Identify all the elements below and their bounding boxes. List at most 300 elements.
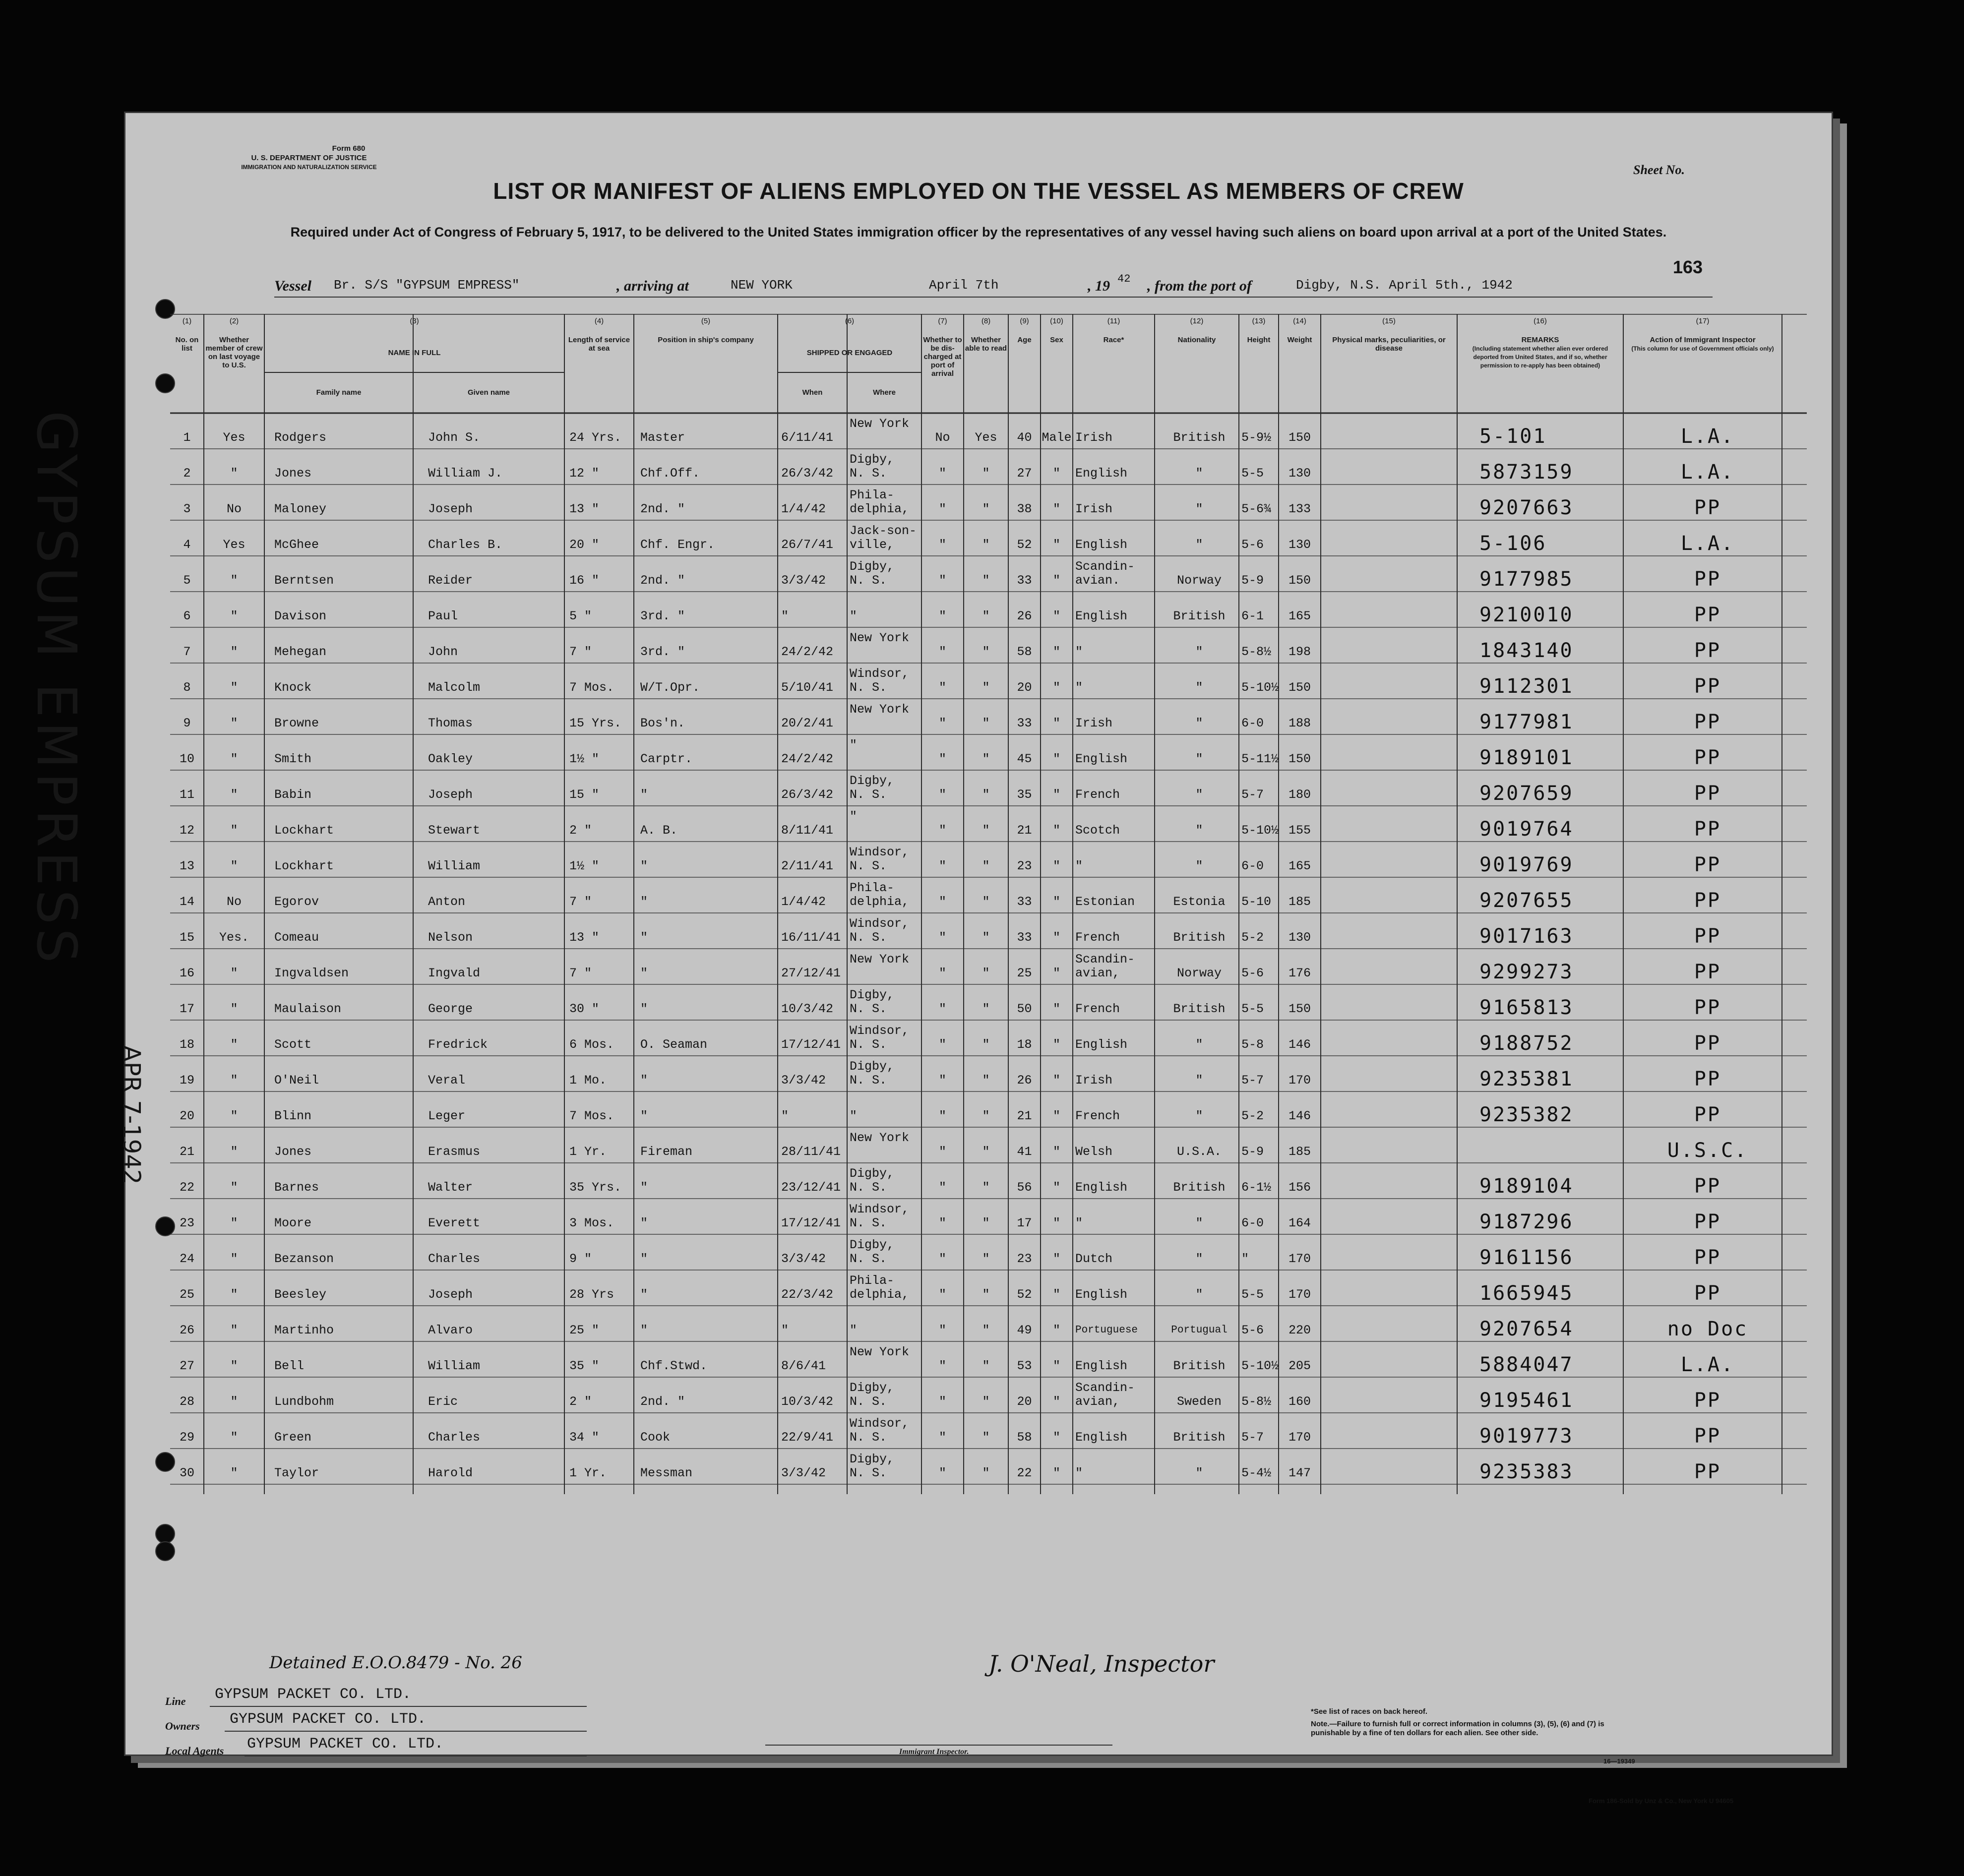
cell-age: 40 <box>1017 430 1032 445</box>
cell-prev: " <box>230 609 238 623</box>
cell-race: avian. <box>1075 573 1120 588</box>
cell-where-line1: Phila- <box>850 488 895 502</box>
cell-sex: " <box>1052 859 1060 873</box>
cell-age: 18 <box>1017 1037 1032 1052</box>
column-subheader-17: (This column for use of Government officials only) <box>1631 345 1774 352</box>
vessel-stamp-text: GYPSUM EMPRESS <box>25 411 88 967</box>
cell-remarks: 9207659 <box>1479 782 1574 805</box>
cell-age: 58 <box>1017 645 1032 659</box>
column-header-12: Nationality <box>1177 336 1216 344</box>
cell-read: " <box>982 645 990 659</box>
cell-given: Charles <box>428 1252 481 1266</box>
cell-no: 30 <box>179 1466 194 1480</box>
cell-given: Erasmus <box>428 1145 481 1159</box>
cell-race: English <box>1075 466 1128 481</box>
cell-nat: " <box>1195 787 1203 802</box>
cell-no: 8 <box>183 680 191 695</box>
cell-service: 7 " <box>569 645 592 659</box>
cell-service: 16 " <box>569 573 600 588</box>
cell-family: Maulaison <box>274 1002 342 1016</box>
cell-height: 5-4½ <box>1241 1466 1272 1480</box>
cell-height: 5-2 <box>1241 1109 1264 1123</box>
cell-where-line1: New York <box>850 1131 910 1145</box>
cell-given: Joseph <box>428 1287 473 1302</box>
cell-race: " <box>1075 1216 1083 1230</box>
cell-no: 15 <box>179 930 194 945</box>
cell-when: " <box>781 1109 789 1123</box>
cell-weight: 170 <box>1288 1252 1311 1266</box>
cell-disch: " <box>938 1216 946 1230</box>
cell-service: 9 " <box>569 1252 592 1266</box>
cell-given: William <box>428 1359 481 1373</box>
cell-where-line2: N. S. <box>850 1394 887 1409</box>
cell-when: 24/2/42 <box>781 645 834 659</box>
cell-when: 6/11/41 <box>781 430 834 445</box>
cell-given: Walter <box>428 1180 473 1195</box>
cell-when: 28/11/41 <box>781 1145 841 1159</box>
cell-weight: 185 <box>1288 1145 1311 1159</box>
cell-sex: " <box>1052 1145 1060 1159</box>
cell-given: Nelson <box>428 930 473 945</box>
owners-label: Owners <box>165 1720 200 1732</box>
cell-weight: 150 <box>1288 430 1311 445</box>
cell-weight: 150 <box>1288 680 1311 695</box>
cell-family: Scott <box>274 1037 312 1052</box>
cell-service: 30 " <box>569 1002 600 1016</box>
cell-remarks: 9187296 <box>1479 1210 1574 1233</box>
cell-remarks: 9165813 <box>1479 996 1574 1019</box>
cell-action: L.A. <box>1680 425 1735 448</box>
cell-race: Estonian <box>1075 895 1135 909</box>
cell-prev: " <box>230 787 238 802</box>
cell-nat: British <box>1173 609 1226 623</box>
cell-service: 34 " <box>569 1430 600 1445</box>
inspector-line <box>765 1745 1112 1746</box>
cell-age: 21 <box>1017 823 1032 838</box>
cell-position: 2nd. " <box>640 1394 685 1409</box>
cell-height: 5-2 <box>1241 930 1264 945</box>
cell-disch: " <box>938 1430 946 1445</box>
cell-sex: " <box>1052 1394 1060 1409</box>
cell-nat: " <box>1195 645 1203 659</box>
cell-where-line2: delphia, <box>850 895 910 909</box>
cell-action: PP <box>1694 1068 1721 1090</box>
column-header-16: REMARKS <box>1521 336 1559 344</box>
cell-prev: " <box>230 1394 238 1409</box>
cell-action: PP <box>1694 1389 1721 1412</box>
cell-position: " <box>640 1216 648 1230</box>
cell-action: U.S.C. <box>1667 1139 1748 1162</box>
cell-disch: " <box>938 1145 946 1159</box>
cell-action: PP <box>1694 996 1721 1019</box>
cell-weight: 156 <box>1288 1180 1311 1195</box>
cell-read: " <box>982 895 990 909</box>
cell-position: Master <box>640 430 685 445</box>
cell-position: " <box>640 1109 648 1123</box>
cell-nat: British <box>1173 1002 1226 1016</box>
cell-height: " <box>1241 1252 1249 1266</box>
cell-sex: " <box>1052 1359 1060 1373</box>
cell-read: " <box>982 787 990 802</box>
cell-family: Martinho <box>274 1323 334 1337</box>
cell-where-line1: Digby, <box>850 1381 895 1395</box>
cell-age: 33 <box>1017 895 1032 909</box>
cell-race: Irish <box>1075 430 1113 445</box>
cell-when: 26/7/41 <box>781 538 834 552</box>
cell-race: Dutch <box>1075 1252 1113 1266</box>
cell-sex: Male <box>1042 430 1072 445</box>
cell-where-line2: delphia, <box>850 502 910 516</box>
column-number-8: (8) <box>981 317 991 325</box>
cell-where-line1: Jack-son- <box>850 524 917 538</box>
cell-prev: " <box>230 680 238 695</box>
cell-remarks: 5-106 <box>1479 532 1547 555</box>
cell-read: " <box>982 1216 990 1230</box>
cell-given: Veral <box>428 1073 466 1088</box>
cell-read: " <box>982 1145 990 1159</box>
cell-where-line1: New York <box>850 952 910 967</box>
cell-remarks: 5873159 <box>1479 461 1574 484</box>
cell-given: Malcolm <box>428 680 481 695</box>
cell-weight: 146 <box>1288 1037 1311 1052</box>
cell-prev: " <box>230 1287 238 1302</box>
form-header <box>160 144 458 172</box>
cell-service: 7 Mos. <box>569 680 614 695</box>
cell-read: " <box>982 1037 990 1052</box>
cell-sex: " <box>1052 1109 1060 1123</box>
cell-where-line1: Digby, <box>850 452 895 467</box>
cell-when: 26/3/42 <box>781 787 834 802</box>
cell-sex: " <box>1052 1002 1060 1016</box>
cell-where-line1: Phila- <box>850 881 895 895</box>
cell-age: 58 <box>1017 1430 1032 1445</box>
column-subheader-16: (Including statement whether alien ever ordered deported from United States, and if so, whether permission to re-apply has been obtained) <box>1472 345 1608 369</box>
cell-race: French <box>1075 1002 1120 1016</box>
cell-remarks: 9189101 <box>1479 746 1574 769</box>
cell-nat: Portugual <box>1171 1325 1228 1336</box>
cell-service: 13 " <box>569 502 600 516</box>
cell-prev: " <box>230 645 238 659</box>
arriving-port: NEW YORK <box>731 278 793 293</box>
column-header-when: When <box>802 388 823 397</box>
cell-action: PP <box>1694 1246 1721 1269</box>
cell-nat: " <box>1195 1037 1203 1052</box>
department-name: U. S. DEPARTMENT OF JUSTICE <box>251 154 367 162</box>
owners-value: GYPSUM PACKET CO. LTD. <box>230 1711 427 1728</box>
cell-where-line1: " <box>850 738 858 752</box>
cell-nat: " <box>1195 502 1203 516</box>
cell-prev: " <box>230 716 238 730</box>
cell-given: Paul <box>428 609 458 623</box>
cell-where-line2: N. S. <box>850 1216 887 1230</box>
cell-family: Lockhart <box>274 859 334 873</box>
cell-race: English <box>1075 1287 1128 1302</box>
cell-service: 1 Yr. <box>569 1466 607 1480</box>
cell-prev: " <box>230 573 238 588</box>
cell-prev: " <box>230 1252 238 1266</box>
cell-no: 21 <box>179 1145 194 1159</box>
cell-read: " <box>982 609 990 623</box>
column-number-10: (10) <box>1050 317 1063 325</box>
vessel-stamp <box>25 411 88 967</box>
departure-port: Digby, N.S. April 5th., 1942 <box>1296 278 1513 293</box>
cell-no: 24 <box>179 1252 194 1266</box>
cell-disch: " <box>938 930 946 945</box>
cell-given: Leger <box>428 1109 466 1123</box>
cell-sex: " <box>1052 573 1060 588</box>
cell-action: PP <box>1694 961 1721 983</box>
cell-nat: Norway <box>1176 573 1222 588</box>
cell-family: Jones <box>274 1145 312 1159</box>
cell-where-line2: N. S. <box>850 1180 887 1195</box>
cell-race: " <box>1075 1466 1083 1480</box>
cell-race: " <box>1075 680 1083 695</box>
cell-where-line1: Digby, <box>850 1452 895 1466</box>
column-number-7: (7) <box>938 317 947 325</box>
column-number-1: (1) <box>182 317 192 325</box>
cell-height: 5-9 <box>1241 573 1264 588</box>
cell-age: 52 <box>1017 1287 1032 1302</box>
cell-disch: " <box>938 609 946 623</box>
cell-height: 5-6 <box>1241 538 1264 552</box>
sheet-no-label: Sheet No. <box>1633 163 1685 177</box>
cell-family: Blinn <box>274 1109 312 1123</box>
cell-read: " <box>982 680 990 695</box>
cell-weight: 220 <box>1288 1323 1311 1337</box>
cell-sex: " <box>1052 1073 1060 1088</box>
cell-race: " <box>1075 859 1083 873</box>
cell-position: " <box>640 1180 648 1195</box>
cell-given: William J. <box>428 466 503 481</box>
cell-prev: " <box>230 1323 238 1337</box>
cell-race: English <box>1075 752 1128 766</box>
cell-action: PP <box>1694 1460 1721 1483</box>
cell-family: Knock <box>274 680 312 695</box>
column-number-17: (17) <box>1696 317 1710 325</box>
cell-sex: " <box>1052 609 1060 623</box>
cell-age: 33 <box>1017 573 1032 588</box>
cell-race: English <box>1075 1180 1128 1195</box>
cell-when: 3/3/42 <box>781 573 826 588</box>
form-code: 16—19349 <box>1603 1757 1635 1765</box>
column-number-16: (16) <box>1534 317 1547 325</box>
document-subtitle: Required under Act of Congress of February 5, 1917, to be delivered to the United States immigration officer by the representatives of any vessel having such aliens on board upon arrival at a port of the United States. <box>290 225 1667 240</box>
cell-disch: " <box>938 1394 946 1409</box>
cell-height: 5-10 <box>1241 895 1272 909</box>
cell-read: " <box>982 716 990 730</box>
cell-position: 2nd. " <box>640 502 685 516</box>
cell-action: PP <box>1694 1282 1721 1305</box>
cell-read: " <box>982 1180 990 1195</box>
cell-no: 6 <box>183 609 191 623</box>
cell-position: " <box>640 895 648 909</box>
cell-no: 20 <box>179 1109 194 1123</box>
cell-action: PP <box>1694 1210 1721 1233</box>
cell-nat: British <box>1173 1430 1226 1445</box>
column-header-family-name: Family name <box>316 388 362 397</box>
port-label: , from the port of <box>1147 278 1252 294</box>
cell-height: 5-5 <box>1241 1287 1264 1302</box>
cell-height: 6-1½ <box>1241 1180 1272 1195</box>
cell-given: Harold <box>428 1466 473 1480</box>
cell-where-line2: N. S. <box>850 1002 887 1016</box>
cell-age: 52 <box>1017 538 1032 552</box>
cell-remarks: 9189104 <box>1479 1175 1574 1198</box>
cell-service: 15 Yrs. <box>569 716 622 730</box>
cell-position: " <box>640 859 648 873</box>
cell-no: 5 <box>183 573 191 588</box>
cell-where-line1: Phila- <box>850 1273 895 1288</box>
cell-read: " <box>982 538 990 552</box>
cell-service: 1½ " <box>569 859 600 873</box>
cell-race: Portuguese <box>1075 1325 1138 1336</box>
cell-race: avian, <box>1075 1394 1120 1409</box>
sheet-number: 163 <box>1673 257 1703 277</box>
cell-family: Taylor <box>274 1466 319 1480</box>
cell-service: 2 " <box>569 823 592 838</box>
cell-read: " <box>982 1073 990 1088</box>
cell-nat: " <box>1195 538 1203 552</box>
column-header-11: Race* <box>1103 336 1124 344</box>
cell-where-line1: Windsor, <box>850 1024 910 1038</box>
cell-nat: Sweden <box>1176 1394 1222 1409</box>
cell-remarks: 9207655 <box>1479 889 1574 912</box>
cell-nat: U.S.A. <box>1176 1145 1222 1159</box>
cell-disch: " <box>938 573 946 588</box>
cell-read: " <box>982 1323 990 1337</box>
cell-weight: 180 <box>1288 787 1311 802</box>
cell-service: 1 Yr. <box>569 1145 607 1159</box>
cell-given: Reider <box>428 573 473 588</box>
cell-where-line2: " <box>850 1109 858 1123</box>
agents-value: GYPSUM PACKET CO. LTD. <box>247 1736 444 1753</box>
cell-nat: British <box>1173 430 1226 445</box>
cell-where-line2: " <box>850 609 858 623</box>
cell-prev: " <box>230 1180 238 1195</box>
cell-age: 21 <box>1017 1109 1032 1123</box>
cell-remarks: 9017163 <box>1479 925 1574 948</box>
cell-given: Joseph <box>428 502 473 516</box>
vessel-name: Br. S/S "GYPSUM EMPRESS" <box>334 278 520 293</box>
cell-when: 5/10/41 <box>781 680 834 695</box>
cell-no: 17 <box>179 1002 194 1016</box>
cell-when: 3/3/42 <box>781 1466 826 1480</box>
cell-action: PP <box>1694 853 1721 876</box>
penalty-note: Note.—Failure to furnish full or correct information in columns (3), (5), (6) and (7) is punishable by a fine of ten dollars for each alien. See other side. <box>1311 1720 1604 1737</box>
cell-weight: 170 <box>1288 1287 1311 1302</box>
cell-weight: 150 <box>1288 573 1311 588</box>
cell-disch: " <box>938 538 946 552</box>
cell-family: Berntsen <box>274 573 334 588</box>
cell-action: PP <box>1694 675 1721 698</box>
cell-no: 18 <box>179 1037 194 1052</box>
cell-no: 4 <box>183 538 191 552</box>
cell-no: 28 <box>179 1394 194 1409</box>
cell-remarks: 9019764 <box>1479 818 1574 841</box>
cell-position: " <box>640 966 648 980</box>
cell-prev: " <box>230 1430 238 1445</box>
cell-read: " <box>982 502 990 516</box>
cell-height: 6-1 <box>1241 609 1264 623</box>
cell-when: 8/11/41 <box>781 823 834 838</box>
cell-given: John <box>428 645 458 659</box>
cell-age: 50 <box>1017 1002 1032 1016</box>
cell-remarks: 9177981 <box>1479 711 1574 733</box>
cell-prev: " <box>230 966 238 980</box>
cell-race: English <box>1075 1430 1128 1445</box>
cell-position: Messman <box>640 1466 693 1480</box>
cell-given: Ingvald <box>428 966 481 980</box>
cell-position: " <box>640 1287 648 1302</box>
arrival-date: April 7th <box>929 278 999 293</box>
column-header-8: Whether able to read <box>965 336 1007 353</box>
cell-remarks: 9207654 <box>1479 1318 1574 1340</box>
cell-disch: " <box>938 859 946 873</box>
cell-remarks: 9112301 <box>1479 675 1574 698</box>
cell-when: 27/12/41 <box>781 966 841 980</box>
cell-prev: No <box>226 895 242 909</box>
cell-prev: " <box>230 752 238 766</box>
cell-race: Scotch <box>1075 823 1120 838</box>
cell-remarks: 9188752 <box>1479 1032 1574 1055</box>
cell-race: French <box>1075 1109 1120 1123</box>
cell-read: " <box>982 466 990 481</box>
cell-where-line2: " <box>850 1323 858 1337</box>
cell-weight: 150 <box>1288 1002 1311 1016</box>
cell-family: Babin <box>274 787 312 802</box>
cell-where-line1: " <box>850 809 858 824</box>
cell-sex: " <box>1052 1466 1060 1480</box>
cell-where-line1: New York <box>850 417 910 431</box>
column-header-2: Whether member of crew on last voyage to U.S. <box>205 336 263 369</box>
cell-family: Bezanson <box>274 1252 334 1266</box>
cell-action: L.A. <box>1680 461 1735 484</box>
column-number-15: (15) <box>1382 317 1396 325</box>
cell-position: 3rd. " <box>640 645 685 659</box>
cell-when: 16/11/41 <box>781 930 841 945</box>
cell-weight: 133 <box>1288 502 1311 516</box>
cell-sex: " <box>1052 538 1060 552</box>
cell-age: 23 <box>1017 1252 1032 1266</box>
cell-prev: Yes <box>223 538 246 552</box>
cell-when: " <box>781 1323 789 1337</box>
column-header-6: SHIPPED OR ENGAGED <box>806 349 893 357</box>
cell-given: William <box>428 859 481 873</box>
cell-race: English <box>1075 1037 1128 1052</box>
cell-where-line1: Digby, <box>850 1166 895 1181</box>
cell-where-line1: Digby, <box>850 1238 895 1252</box>
cell-age: 49 <box>1017 1323 1032 1337</box>
cell-age: 20 <box>1017 1394 1032 1409</box>
cell-age: 20 <box>1017 680 1032 695</box>
printer-imprint: Form 186-Sold by Unz & Co., New York U 94605 <box>1589 1797 1734 1805</box>
cell-disch: " <box>938 966 946 980</box>
cell-given: Oakley <box>428 752 473 766</box>
cell-action: PP <box>1694 711 1721 733</box>
cell-given: Eric <box>428 1394 458 1409</box>
cell-family: Smith <box>274 752 312 766</box>
cell-sex: " <box>1052 502 1060 516</box>
cell-height: 5-7 <box>1241 787 1264 802</box>
column-header-14: Weight <box>1287 336 1312 344</box>
cell-height: 5-10½ <box>1241 1359 1279 1373</box>
cell-sex: " <box>1052 1216 1060 1230</box>
cell-given: Fredrick <box>428 1037 488 1052</box>
cell-age: 26 <box>1017 1073 1032 1088</box>
cell-sex: " <box>1052 680 1060 695</box>
cell-disch: " <box>938 895 946 909</box>
form-number: Form 680 <box>332 144 366 153</box>
